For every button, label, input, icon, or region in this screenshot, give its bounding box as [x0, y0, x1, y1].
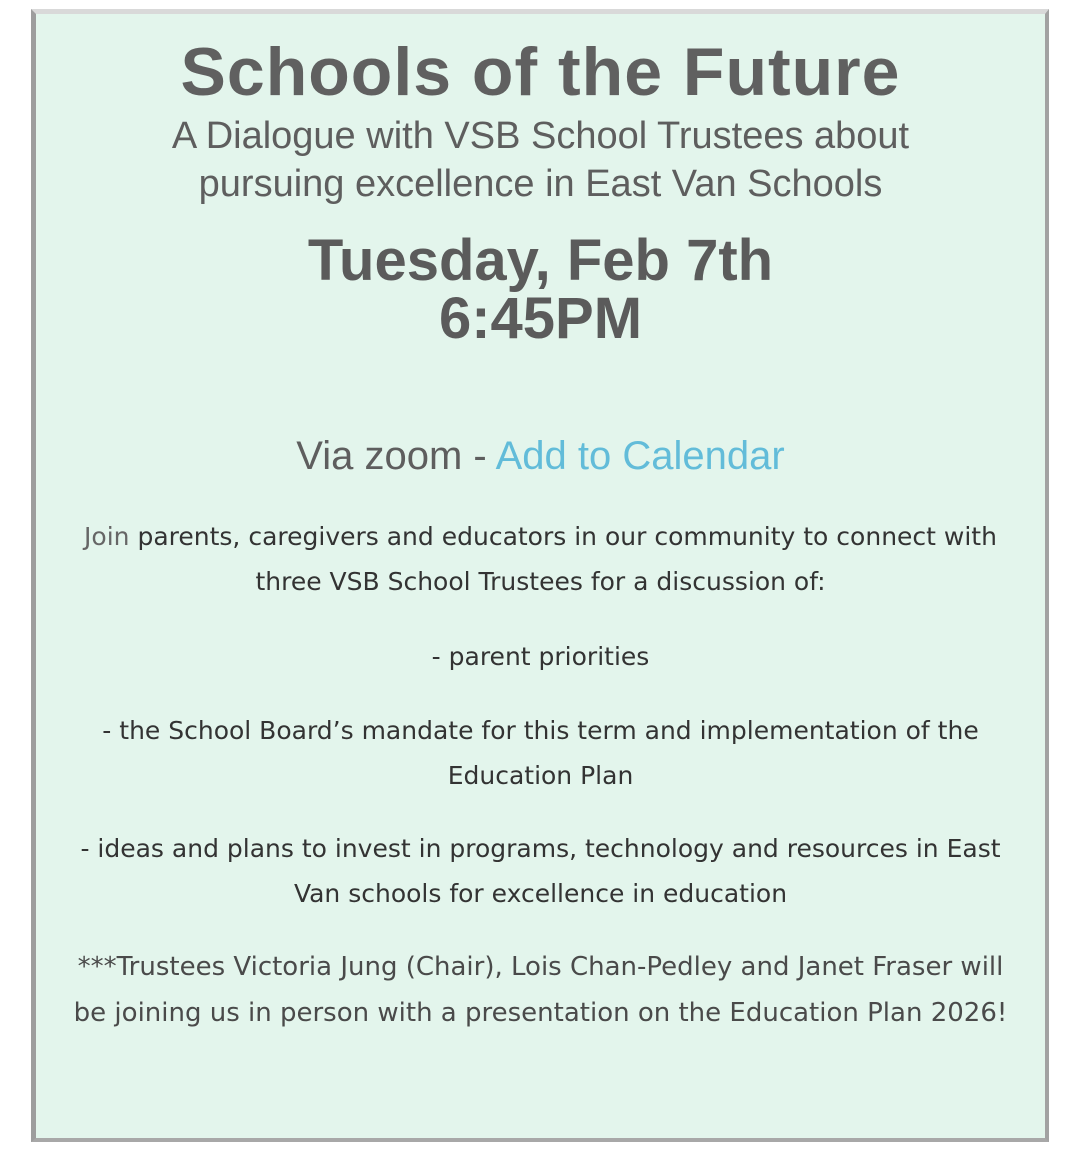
intro-text: parents, caregivers and educators in our community to connect with three VSB School Trustees for a discussion of:	[129, 522, 997, 596]
event-date: Tuesday, Feb 7th	[307, 228, 774, 293]
join-word: Join	[84, 522, 130, 551]
intro-paragraph	[76, 514, 1005, 604]
discussion-point: - the School Board’s mandate for this term and implementation of the Education Plan	[102, 716, 979, 790]
event-datetime	[36, 228, 1045, 351]
add-to-calendar-link[interactable]: Add to Calendar	[495, 434, 785, 478]
event-time: 6:45PM	[438, 286, 643, 351]
event-card	[31, 9, 1049, 1142]
page-subtitle: A Dialogue with VSB School Trustees about pursuing excellence in East Van Schools	[171, 115, 910, 205]
page-title: Schools of the Future	[180, 34, 901, 110]
via-zoom-label: Via zoom -	[296, 434, 496, 478]
event-location	[36, 429, 1045, 483]
trustees-note: ***Trustees Victoria Jung (Chair), Lois Chan-Pedley and Janet Fraser will be joining us in person with a presentation on the Education Plan 2026!	[73, 952, 1008, 1028]
discussion-point: - ideas and plans to invest in programs, technology and resources in East Van schools for excellence in education	[80, 834, 1001, 908]
discussion-point: - parent priorities	[431, 642, 650, 671]
